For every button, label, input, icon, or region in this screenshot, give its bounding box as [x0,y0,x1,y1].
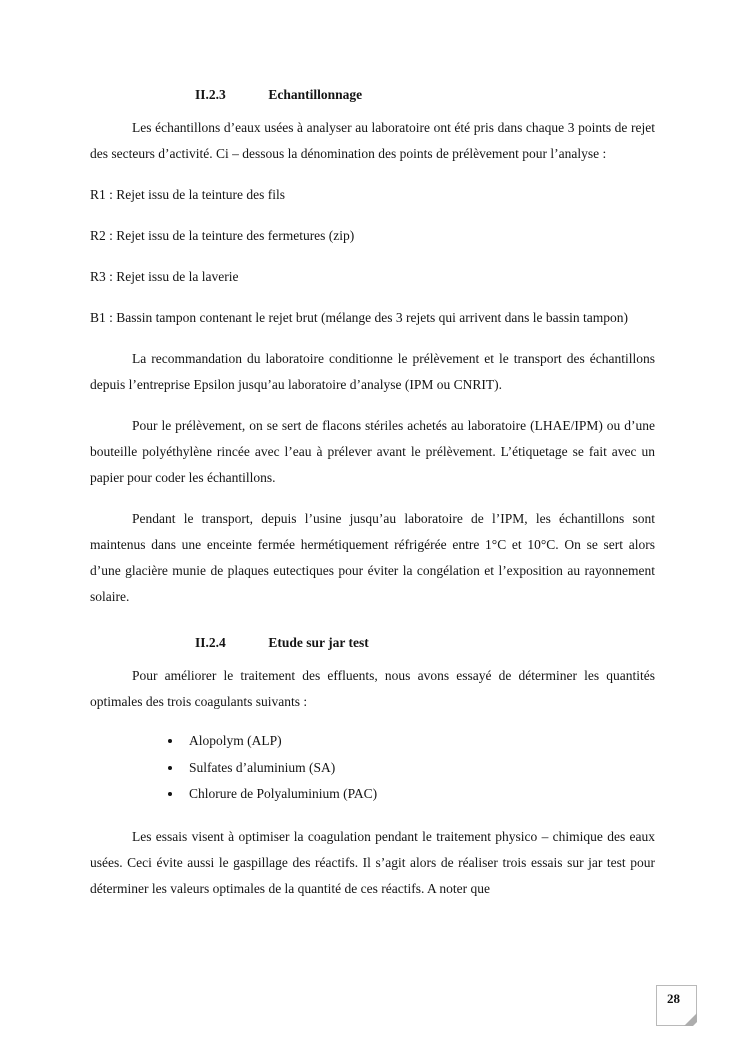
list-item-sulfates: • Sulfates d’aluminium (SA) [183,755,655,782]
list-item-chlorure: • Chlorure de Polyaluminium (PAC) [183,781,655,808]
sample-point-r1: R1 : Rejet issu de la teinture des fils [90,187,285,202]
paragraph-sampling-intro: Les échantillons d’eaux usées à analyser au laboratoire ont été pris dans chaque 3 points de rejet des secteurs d’activité. Ci – dessous la dénomination des points de prélèvement pour l’analyse : [90,120,655,161]
coagulant-list [90,728,655,808]
paragraph-transport: Pendant le transport, depuis l’usine jusqu’au laboratoire de l’IPM, les échantillons sont maintenus dans une enceinte fermée hermétiquement réfrigérée entre 1°C et 10°C. On se sert alors d’une glacière munie de plaques eutectiques pour éviter la congélation et l’exposition au rayonnement solaire. [90,511,655,604]
section-heading-II-2-4 [195,630,655,656]
sample-point-r2: R2 : Rejet issu de la teinture des fermetures (zip) [90,228,355,243]
sample-point-r3: R3 : Rejet issu de la laverie [90,269,239,284]
section-heading-II-2-3 [195,82,655,108]
paragraph-jartest-intro: Pour améliorer le traitement des effluents, nous avons essayé de déterminer les quantités optimales des trois coagulants suivants : [90,668,655,709]
paragraph-recommendation: La recommandation du laboratoire conditionne le prélèvement et le transport des échantillons depuis l’entreprise Epsilon jusqu’au laboratoire d’analyse (IPM ou CNRIT). [90,351,655,392]
section-number: II.2.4 [195,635,226,650]
list-item-alopolym: • Alopolym (ALP) [183,728,655,755]
sample-point-b1: B1 : Bassin tampon contenant le rejet brut (mélange des 3 rejets qui arrivent dans le bassin tampon) [90,310,628,325]
paragraph-essais: Les essais visent à optimiser la coagulation pendant le traitement physico – chimique des eaux usées. Ceci évite aussi le gaspillage des réactifs. Il s’agit alors de réaliser trois essais sur jar test pour déterminer les valeurs optimales de la quantité de ces réactifs. A noter que [90,828,655,896]
paragraph-prelevement: Pour le prélèvement, on se sert de flacons stériles achetés au laboratoire (LHAE/IPM) ou d’une bouteille polyéthylène rincée avec l’eau à prélever avant le prélèvement. L’étiquetage se fait avec un papier pour coder les échantillons. [90,418,655,485]
section-title: Etude sur jar test [268,635,369,650]
section-number: II.2.3 [195,87,226,102]
page-number: 28 [667,991,680,1006]
page-number-badge [656,985,697,1026]
section-title: Echantillonnage [268,87,363,102]
folded-corner-cut [692,1021,698,1027]
